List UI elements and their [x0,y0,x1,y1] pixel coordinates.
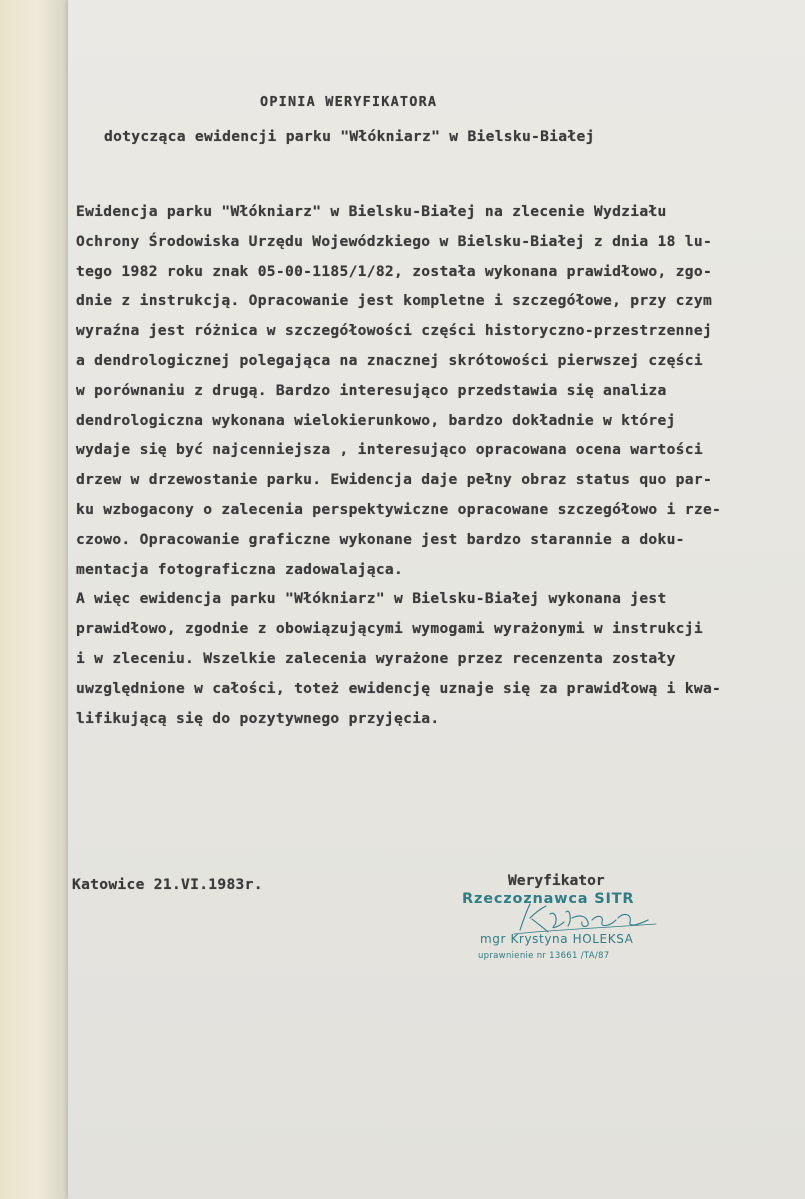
document-heading: OPINIA WERYFIKATORA [260,94,438,110]
place-and-date: Katowice 21.VI.1983r. [72,876,263,893]
body-line: czowo. Opracowanie graficzne wykonane jest bardzo starannie a doku- [76,530,685,548]
body-line: A więc ewidencja parku "Włókniarz" w Bielsku-Białej wykonana jest [76,590,667,608]
document-body [76,197,721,733]
body-line: ku wzbogacony o zalecenia perspektywiczne opracowane szczegółowo i rze- [76,500,722,518]
underlying-sheet-edge [0,0,68,1199]
stamp-license-number: uprawnienie nr 13661 /TA/87 [478,951,610,961]
body-line: w porównaniu z drugą. Bardzo interesująco przedstawia się analiza [76,381,667,399]
body-line: prawidłowo, zgodnie z obowiązującymi wymogami wyrażonymi w instrukcji [76,620,703,638]
body-line: dnie z instrukcją. Opracowanie jest kompletne i szczegółowe, przy czym [76,292,713,310]
body-line: i w zleceniu. Wszelkie zalecenia wyrażone przez recenzenta zostały [76,649,676,667]
body-line: dendrologiczna wykonana wielokierunkowo, bardzo dokładnie w której [76,411,676,429]
body-line: uwzględnione w całości, toteż ewidencję uznaje się za prawidłową i kwa- [76,679,722,697]
body-line: wydaje się być najcenniejsza , interesująco opracowana ocena wartości [76,441,703,459]
body-line: lifikującą się do pozytywnego przyjęcia. [76,709,440,727]
stamp-title: Rzeczoznawca SITR [462,891,635,907]
document-subheading: dotycząca ewidencji parku "Włókniarz" w Bielsku-Białej [104,128,595,145]
stamp-name: mgr Krystyna HOLEKSA [480,932,634,946]
signature-block [462,872,672,967]
body-line: wyraźna jest różnica w szczegółowości części historyczno-przestrzennej [76,322,713,340]
body-line: mentacja fotograficzna zadowalająca. [76,560,404,578]
body-line: Ochrony Środowiska Urzędu Wojewódzkiego w Bielsku-Białej z dnia 18 lu- [76,232,713,250]
body-line: Ewidencja parku "Włókniarz" w Bielsku-Białej na zlecenie Wydziału [76,203,667,220]
body-line: tego 1982 roku znak 05-00-1185/1/82, została wykonana prawidłowo, zgo- [76,262,713,280]
body-line: drzew w drzewostanie parku. Ewidencja daje pełny obraz status quo par- [76,471,713,489]
signature-title: Weryfikator [508,872,605,889]
body-line: a dendrologicznej polegająca na znacznej skrótowości pierwszej części [76,351,703,369]
